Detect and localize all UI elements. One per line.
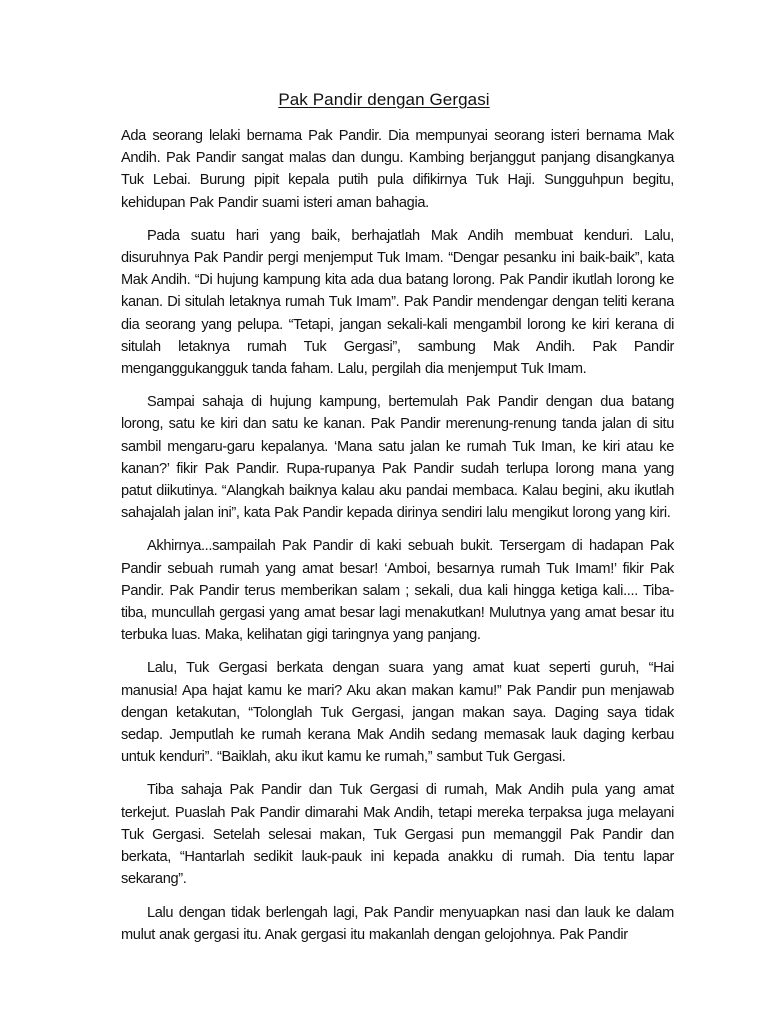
paragraph-1: Ada seorang lelaki bernama Pak Pandir. Dia mempunyai seorang isteri bernama Mak Andih. Pak Pandir sangat malas dan dungu. Kambing berjanggut panjang disangkanya Tuk Lebai. Burung pipit kepala putih pula difikirnya Tuk Haji. Sungguhpun begitu, kehidupan Pak Pandir suami isteri aman bahagia. — [121, 128, 674, 211]
document-title: Pak Pandir dengan Gergasi — [278, 90, 490, 109]
paragraph-3: Sampai sahaja di hujung kampung, bertemulah Pak Pandir dengan dua batang lorong, satu ke kiri dan satu ke kanan. Pak Pandir merenung-renung tanda jalan di situ sambil mengaru-garu kepalanya. ‘Mana satu jalan ke rumah Tuk Iman, ke kiri atau ke kanan?’ fikir Pak Pandir. Rupa-rupanya Pak Pandir sudah terlupa lorong mana yang patut diikutinya. “Alangkah baiknya kalau aku pandai membaca. Kalau begini, aku ikutlah sahajalah jalan ini”, kata Pak Pandir kepada dirinya sendiri lalu mengikut lorong yang kiri. — [121, 394, 674, 522]
document-body — [121, 125, 674, 957]
paragraph-6: Tiba sahaja Pak Pandir dan Tuk Gergasi di rumah, Mak Andih pula yang amat terkejut. Puaslah Pak Pandir dimarahi Mak Andih, tetapi mereka terpaksa juga melayani Tuk Gergasi. Setelah selesai makan, Tuk Gergasi pun memanggil Pak Pandir dan berkata, “Hantarlah sedikit lauk-pauk ini kepada anakku di rumah. Dia tentu lapar sekarang”. — [121, 782, 674, 888]
paragraph-7: Lalu dengan tidak berlengah lagi, Pak Pandir menyuapkan nasi dan lauk ke dalam mulut anak gergasi itu. Anak gergasi itu makanlah dengan gelojohnya. Pak Pandir — [121, 904, 674, 943]
paragraph-2: Pada suatu hari yang baik, berhajatlah Mak Andih membuat kenduri. Lalu, disuruhnya Pak Pandir pergi menjemput Tuk Imam. “Dengar pesanku ini baik-baik”, kata Mak Andih. “Di hujung kampung kita ada dua batang lorong. Pak Pandir ikutlah lorong ke kanan. Di situlah letaknya rumah Tuk Imam”. Pak Pandir mendengar dengan teliti kerana dia seorang yang pelupa. “Tetapi, jangan sekali-kali mengambil lorong ke kiri kerana di situlah letaknya rumah Tuk Gergasi”, sambung Mak Andih. Pak Pandir menganggukangguk tanda faham. Lalu, pergilah dia menjemput Tuk Imam. — [121, 227, 674, 378]
paragraph-4: Akhirnya...sampailah Pak Pandir di kaki sebuah bukit. Tersergam di hadapan Pak Pandir sebuah rumah yang amat besar! ‘Amboi, besarnya rumah Tuk Imam!’ fikir Pak Pandir. Pak Pandir terus memberikan salam ; sekali, dua kali hingga ketiga kali.... Tiba-tiba, muncullah gergasi yang amat besar lagi menakutkan! Mulutnya yang amat besar itu terbuka luas. Maka, kelihatan gigi taringnya yang panjang. — [121, 538, 674, 644]
paragraph-5: Lalu, Tuk Gergasi berkata dengan suara yang amat kuat seperti guruh, “Hai manusia! Apa hajat kamu ke mari? Aku akan makan kamu!” Pak Pandir pun menjawab dengan ketakutan, “Tolonglah Tuk Gergasi, jangan makan saya. Daging saya tidak sedap. Jemputlah ke rumah kerana Mak Andih sedang memasak lauk daging kerbau untuk kenduri”. “Baiklah, aku ikut kamu ke rumah,” sambut Tuk Gergasi. — [121, 660, 674, 766]
